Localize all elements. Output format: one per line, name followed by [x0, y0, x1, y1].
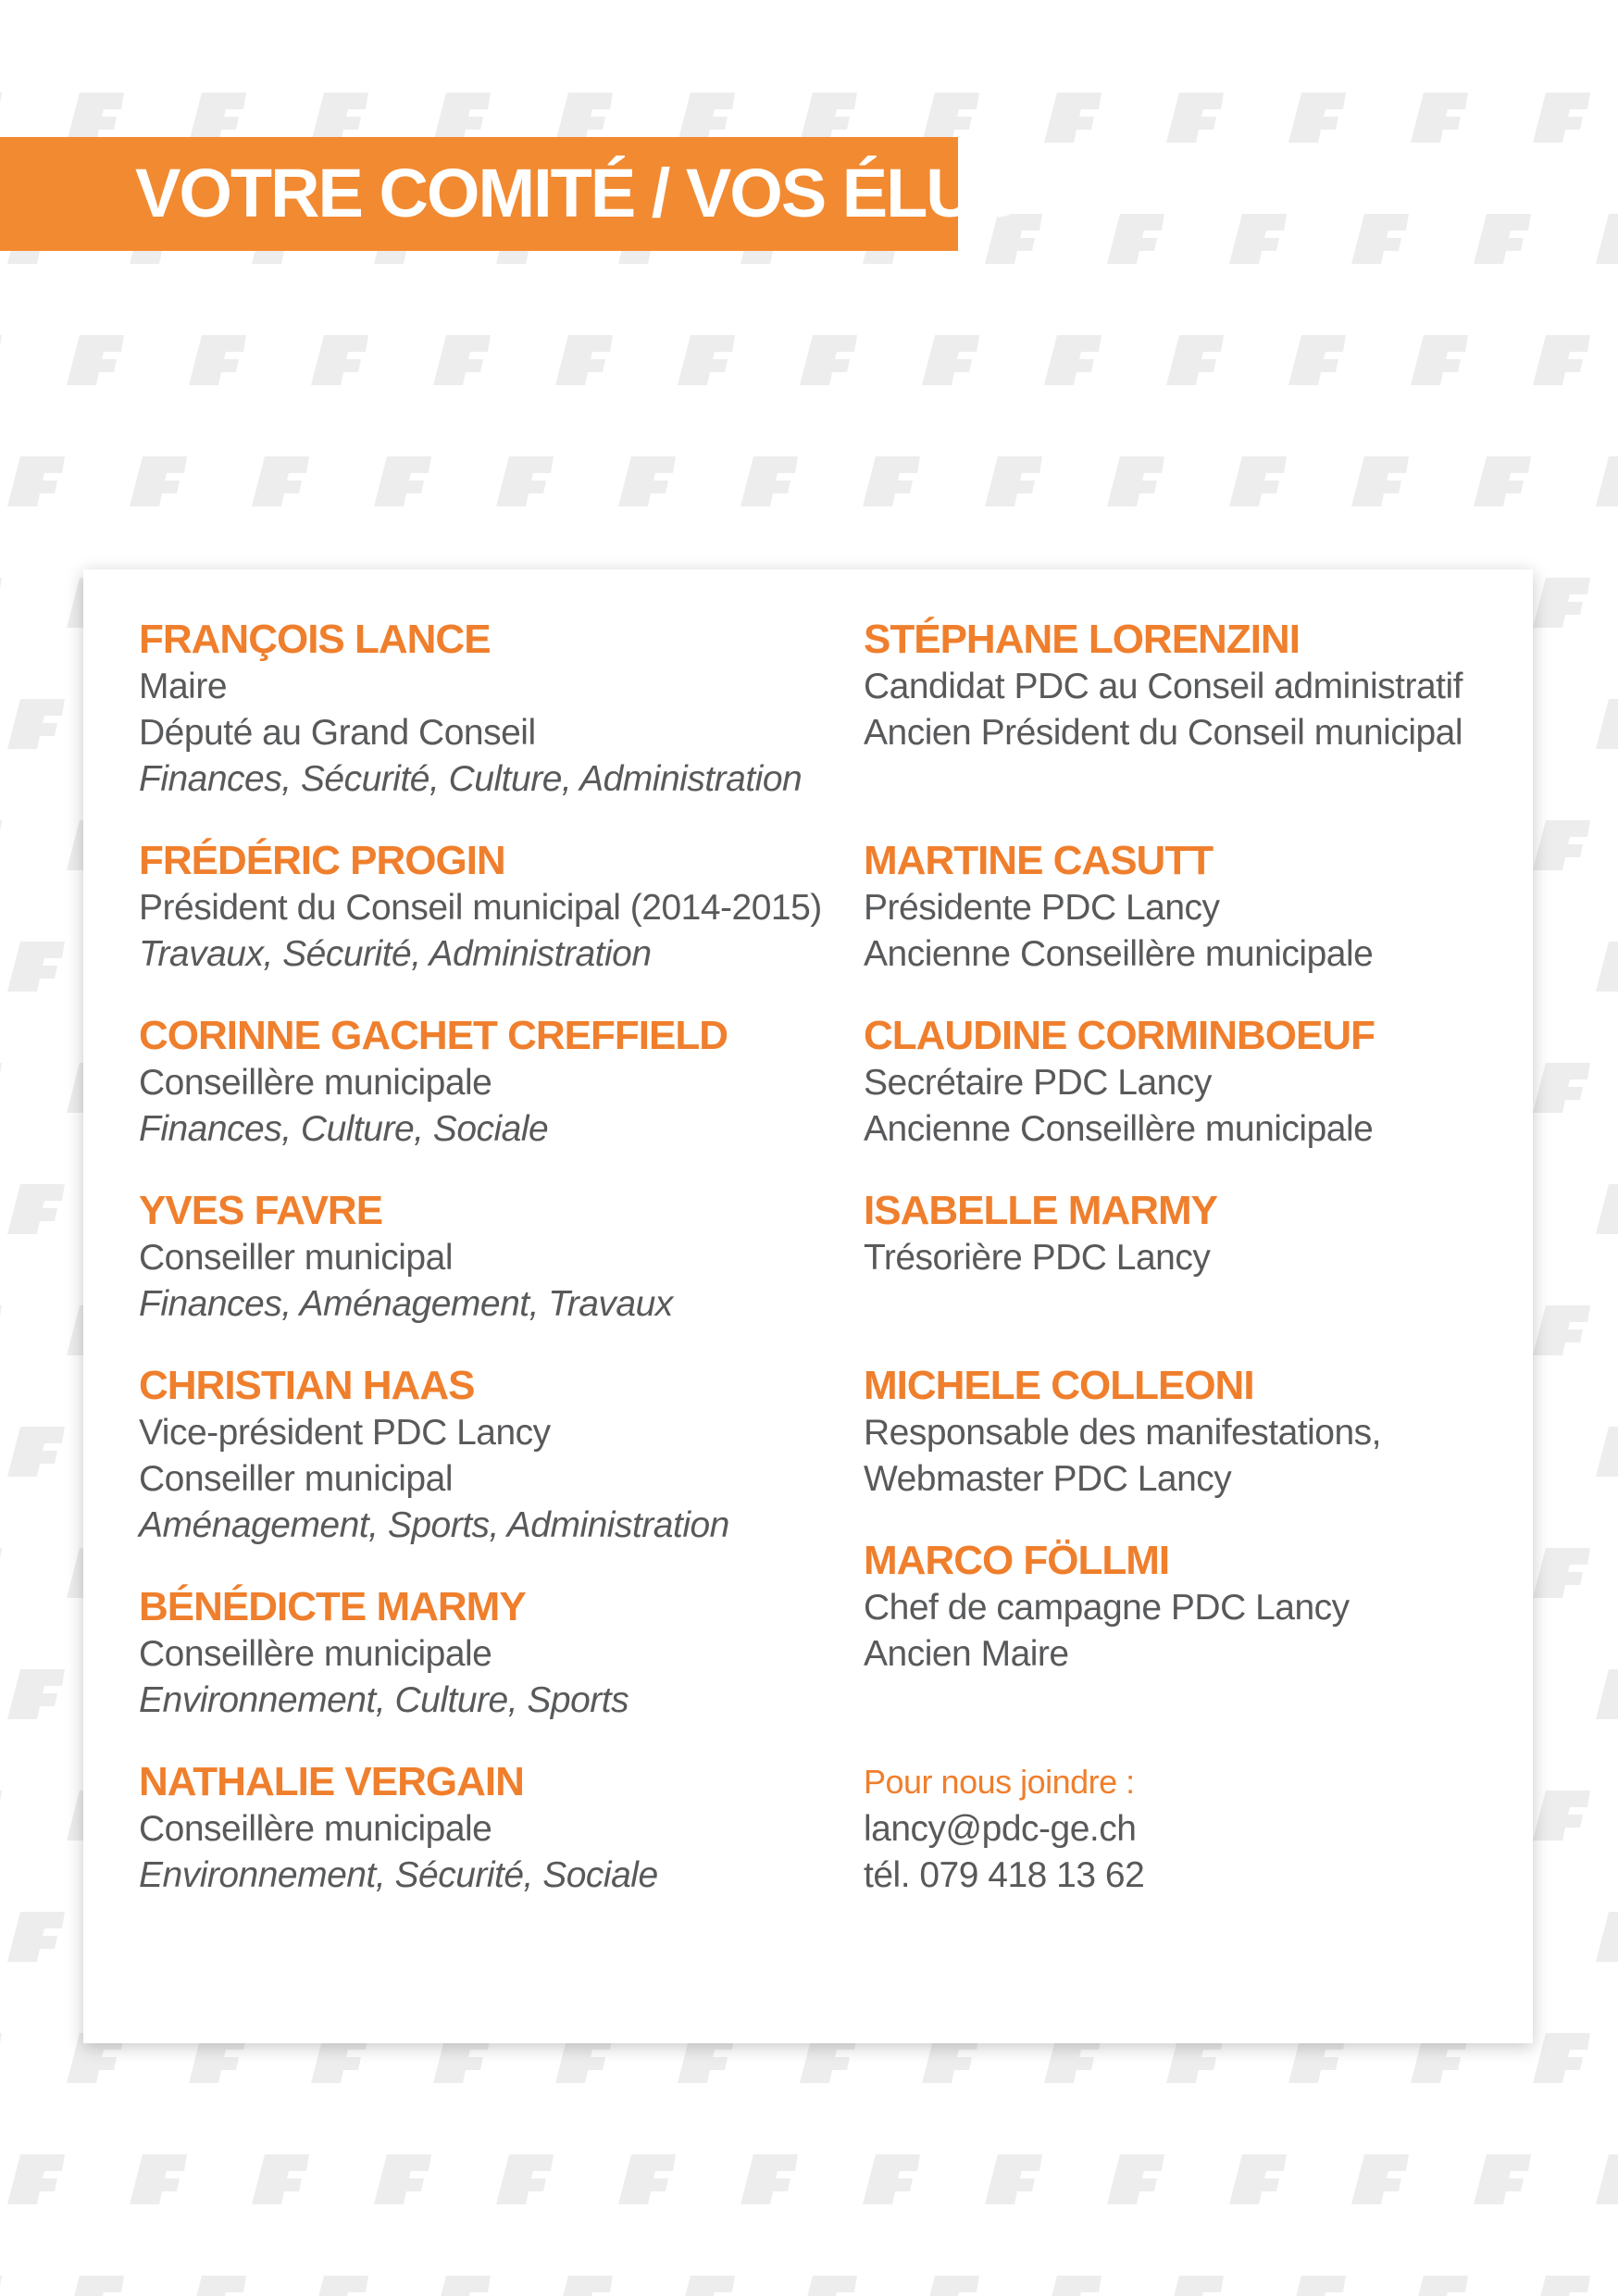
member-role: Chef de campagne PDC Lancy: [864, 1588, 1350, 1628]
member-portfolio: Finances, Aménagement, Travaux: [139, 1284, 673, 1324]
pattern-mark: [678, 335, 735, 385]
pattern-mark: [1596, 1427, 1618, 1477]
member-entry: [139, 837, 842, 978]
pattern-mark: [496, 2154, 554, 2204]
pattern-mark: [1107, 214, 1164, 264]
contact-heading: Pour nous joindre :: [864, 1763, 1135, 1801]
member-role: Ancienne Conseillère municipale: [864, 1109, 1374, 1149]
pattern-mark: [252, 2154, 309, 2204]
member-portfolio: Travaux, Sécurité, Administration: [139, 934, 652, 974]
pattern-mark: [1596, 1184, 1618, 1234]
pattern-mark: [252, 456, 309, 506]
member-name: FRÉDÉRIC PROGIN: [139, 838, 505, 883]
pattern-mark: [7, 2154, 65, 2204]
pattern-mark: [67, 93, 124, 143]
pattern-mark: [374, 456, 431, 506]
pattern-mark: [1411, 335, 1468, 385]
member-role: Webmaster PDC Lancy: [864, 1459, 1232, 1499]
member-entry: [864, 1537, 1512, 1678]
pattern-mark: [1533, 2276, 1590, 2296]
pattern-mark: [741, 456, 798, 506]
pattern-mark: [1229, 214, 1287, 264]
pattern-mark: [0, 335, 2, 385]
member-entry: [864, 1362, 1512, 1503]
member-role: Conseiller municipal: [139, 1238, 453, 1278]
member-name: CORINNE GACHET CREFFIELD: [139, 1013, 728, 1058]
member-entry: [139, 1012, 842, 1153]
pattern-mark: [1107, 2154, 1164, 2204]
pattern-mark: [311, 335, 368, 385]
pattern-mark: [0, 1305, 2, 1355]
member-role: Conseillère municipale: [139, 1634, 492, 1674]
pattern-mark: [1596, 456, 1618, 506]
pattern-mark: [1351, 2154, 1409, 2204]
member-name: FRANÇOIS LANCE: [139, 617, 491, 662]
pattern-mark: [7, 942, 65, 992]
pattern-mark: [0, 93, 2, 143]
pattern-mark: [0, 1791, 2, 1841]
pattern-mark: [1533, 578, 1590, 628]
pattern-mark: [0, 578, 2, 628]
member-name: ISABELLE MARMY: [864, 1188, 1217, 1233]
pattern-mark: [555, 93, 613, 143]
pattern-mark: [741, 2154, 798, 2204]
pattern-mark: [1533, 1063, 1590, 1113]
pattern-mark: [189, 93, 246, 143]
member-entry: [139, 1758, 842, 1899]
member-role: Député au Grand Conseil: [139, 713, 536, 753]
pattern-mark: [7, 456, 65, 506]
pattern-mark: [1596, 699, 1618, 749]
member-role: Président du Conseil municipal (2014-2015): [139, 888, 822, 928]
member-role: Ancien Président du Conseil municipal: [864, 713, 1463, 753]
pattern-mark: [1288, 2276, 1346, 2296]
pattern-mark: [678, 93, 735, 143]
member-role: Ancienne Conseillère municipale: [864, 934, 1374, 974]
member-entry: [864, 616, 1512, 756]
pattern-mark: [496, 456, 554, 506]
pattern-mark: [0, 1063, 2, 1113]
pattern-mark: [922, 335, 979, 385]
member-name: YVES FAVRE: [139, 1188, 383, 1233]
member-role: Conseillère municipale: [139, 1809, 492, 1849]
pattern-mark: [922, 2276, 979, 2296]
member-name: CLAUDINE CORMINBOEUF: [864, 1013, 1375, 1058]
member-role: Vice-président PDC Lancy: [139, 1413, 551, 1453]
pattern-mark: [311, 93, 368, 143]
pattern-mark: [1351, 214, 1409, 264]
pattern-mark: [130, 2154, 187, 2204]
pattern-mark: [0, 1548, 2, 1598]
member-name: MICHELE COLLEONI: [864, 1363, 1254, 1408]
member-entry: [864, 1012, 1512, 1153]
pattern-mark: [433, 2276, 491, 2296]
pattern-mark: [1596, 1912, 1618, 1962]
pattern-mark: [1533, 335, 1590, 385]
contact-phone[interactable]: tél. 079 418 13 62: [864, 1855, 1145, 1895]
pattern-mark: [618, 2154, 676, 2204]
pattern-mark: [678, 2276, 735, 2296]
member-role: Candidat PDC au Conseil administratif: [864, 667, 1462, 706]
pattern-mark: [1166, 93, 1224, 143]
pattern-mark: [800, 2276, 857, 2296]
pattern-mark: [7, 1912, 65, 1962]
pattern-mark: [433, 335, 491, 385]
pattern-mark: [1474, 214, 1531, 264]
pattern-mark: [130, 456, 187, 506]
pattern-mark: [189, 335, 246, 385]
member-portfolio: Environnement, Culture, Sports: [139, 1680, 629, 1720]
member-entry: [139, 616, 842, 803]
member-role: Présidente PDC Lancy: [864, 888, 1220, 928]
pattern-mark: [1533, 820, 1590, 870]
member-role: Conseiller municipal: [139, 1459, 453, 1499]
pattern-mark: [1351, 456, 1409, 506]
pattern-mark: [985, 2154, 1042, 2204]
pattern-mark: [1107, 456, 1164, 506]
member-name: NATHALIE VERGAIN: [139, 1759, 524, 1804]
member-name: BÉNÉDICTE MARMY: [139, 1584, 526, 1629]
pattern-mark: [1533, 1548, 1590, 1598]
pattern-mark: [0, 2033, 2, 2083]
member-portfolio: Aménagement, Sports, Administration: [139, 1505, 729, 1545]
pattern-mark: [555, 335, 613, 385]
member-role: Ancien Maire: [864, 1634, 1069, 1674]
pattern-mark: [433, 93, 491, 143]
pattern-mark: [189, 2276, 246, 2296]
member-role: Responsable des manifestations,: [864, 1413, 1382, 1453]
pattern-mark: [67, 335, 124, 385]
pattern-mark: [311, 2276, 368, 2296]
pattern-mark: [1411, 93, 1468, 143]
pattern-mark: [1044, 2276, 1101, 2296]
committee-card: [83, 569, 1533, 2043]
pattern-mark: [1166, 335, 1224, 385]
pattern-mark: [1411, 2276, 1468, 2296]
contact-block: [864, 1758, 1512, 1899]
title-banner: [0, 137, 1018, 251]
member-role: Conseillère municipale: [139, 1063, 492, 1103]
member-role: Maire: [139, 667, 228, 706]
pattern-mark: [374, 2154, 431, 2204]
pattern-mark: [1533, 1305, 1590, 1355]
pattern-mark: [1044, 93, 1101, 143]
member-portfolio: Environnement, Sécurité, Sociale: [139, 1855, 658, 1895]
pattern-mark: [7, 1184, 65, 1234]
member-role: Secrétaire PDC Lancy: [864, 1063, 1212, 1103]
pattern-mark: [1474, 456, 1531, 506]
member-entry: [139, 1583, 842, 1724]
member-entry: [864, 1187, 1512, 1281]
pattern-mark: [1044, 335, 1101, 385]
member-name: MARCO FÖLLMI: [864, 1538, 1170, 1583]
pattern-mark: [1533, 93, 1590, 143]
pattern-mark: [7, 1427, 65, 1477]
pattern-mark: [985, 456, 1042, 506]
pattern-mark: [7, 1669, 65, 1719]
member-portfolio: Finances, Sécurité, Culture, Administration: [139, 759, 803, 799]
pattern-mark: [863, 456, 920, 506]
pattern-mark: [1288, 93, 1346, 143]
pattern-mark: [1533, 1791, 1590, 1841]
pattern-mark: [1596, 1669, 1618, 1719]
pattern-mark: [618, 456, 676, 506]
member-name: STÉPHANE LORENZINI: [864, 617, 1300, 662]
pattern-mark: [1229, 456, 1287, 506]
pattern-mark: [1166, 2276, 1224, 2296]
pattern-mark: [1533, 2033, 1590, 2083]
pattern-mark: [555, 2276, 613, 2296]
member-entry: [139, 1362, 842, 1549]
member-name: CHRISTIAN HAAS: [139, 1363, 475, 1408]
pattern-mark: [800, 93, 857, 143]
member-portfolio: Finances, Culture, Sociale: [139, 1109, 549, 1149]
pattern-mark: [7, 699, 65, 749]
contact-email[interactable]: lancy@pdc-ge.ch: [864, 1809, 1137, 1849]
pattern-mark: [1596, 2154, 1618, 2204]
pattern-mark: [1229, 2154, 1287, 2204]
member-entry: [864, 837, 1512, 978]
pattern-mark: [0, 820, 2, 870]
pattern-mark: [0, 2276, 2, 2296]
page-title: VOTRE COMITÉ / VOS ÉLUS: [135, 155, 1018, 231]
pattern-mark: [67, 2276, 124, 2296]
member-name: MARTINE CASUTT: [864, 838, 1214, 883]
pattern-mark: [1596, 214, 1618, 264]
member-role: Trésorière PDC Lancy: [864, 1238, 1211, 1278]
member-entry: [139, 1187, 842, 1328]
pattern-mark: [1596, 942, 1618, 992]
pattern-mark: [922, 93, 979, 143]
pattern-mark: [1474, 2154, 1531, 2204]
pattern-mark: [863, 2154, 920, 2204]
pattern-mark: [1288, 335, 1346, 385]
pattern-mark: [800, 335, 857, 385]
